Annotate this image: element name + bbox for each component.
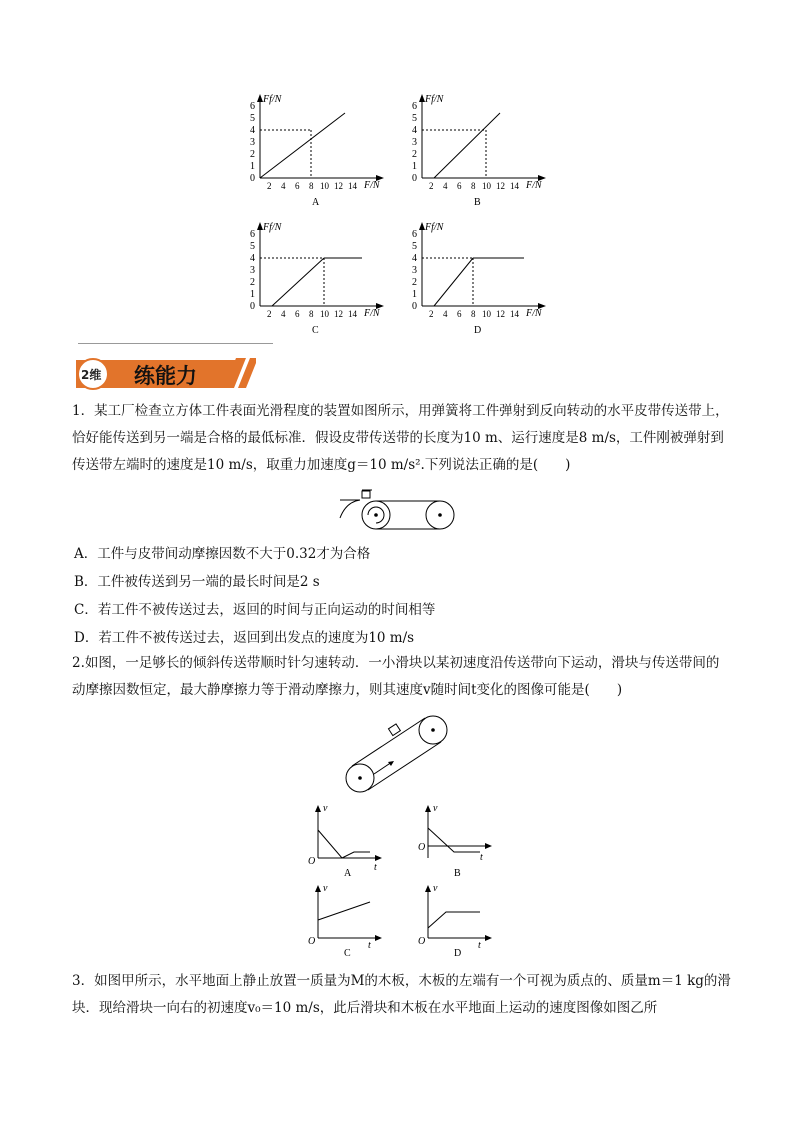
svg-text:8: 8	[309, 181, 314, 191]
question-2-text: 2.如图，一足够长的倾斜传送带顺时针匀速转动．一小滑块以某初速度沿传送带向下运动，滑块与传送带间的动摩擦因数恒定，最大静摩擦力等于滑动摩擦力，则其速度v随时间t变化的图像可能是( )	[72, 655, 720, 698]
force-graph-a	[240, 88, 390, 216]
section-header	[76, 354, 256, 390]
svg-text:8: 8	[471, 309, 476, 319]
graph-label: D	[454, 948, 462, 958]
y-label: Ff/N	[425, 222, 444, 233]
svg-text:6: 6	[295, 309, 300, 319]
svg-text:4: 4	[281, 309, 286, 319]
origin-label: O	[308, 856, 316, 867]
svg-text:14: 14	[510, 181, 519, 191]
svg-text:6: 6	[457, 309, 462, 319]
x-label: F/N	[526, 308, 542, 319]
svg-text:5: 5	[412, 113, 417, 124]
svg-text:0: 0	[412, 301, 417, 312]
origin-label: O	[418, 936, 426, 947]
svg-text:12: 12	[334, 181, 343, 191]
q1-option-b: B．工件被传送到另一端的最长时间是2 s	[74, 574, 320, 590]
q1-option-a: A．工件与皮带间动摩擦因数不大于0.32才为合格	[74, 546, 371, 562]
svg-text:3: 3	[412, 137, 417, 148]
y-label: Ff/N	[263, 222, 282, 233]
svg-text:6: 6	[457, 181, 462, 191]
svg-text:4: 4	[412, 125, 417, 136]
svg-text:4: 4	[412, 253, 417, 264]
svg-text:3: 3	[412, 265, 417, 276]
question-1-text: 1．某工厂检查立方体工件表面光滑程度的装置如图所示，用弹簧将工件弹射到反向转动的水平皮带传送带上，恰好能传送到另一端是合格的最低标准．假设皮带传送带的长度为10 m、运行速度是8 m/s，工件刚被弹射到传送带左端时的速度是10 m/s，取重力加速度g＝10 m/s².下列说法正确的是( )	[72, 403, 729, 473]
section-badge: 2维	[81, 368, 102, 382]
svg-text:6: 6	[295, 181, 300, 191]
axis-t: t	[368, 940, 371, 951]
section-divider	[78, 343, 273, 344]
svg-text:0: 0	[412, 173, 417, 184]
svg-text:12: 12	[496, 309, 505, 319]
svg-text:6: 6	[412, 101, 417, 112]
svg-text:3: 3	[250, 137, 255, 148]
q1-option-d: D．若工件不被传送过去，返回到出发点的速度为10 m/s	[74, 630, 415, 646]
vt-graph-b	[416, 802, 496, 882]
svg-text:4: 4	[281, 181, 286, 191]
svg-text:14: 14	[348, 181, 357, 191]
svg-text:2: 2	[429, 309, 434, 319]
axis-t: t	[374, 862, 377, 873]
svg-text:3: 3	[250, 265, 255, 276]
axis-v: v	[433, 803, 438, 814]
graph-label: A	[312, 197, 320, 208]
svg-text:2: 2	[412, 149, 417, 160]
graph-label: B	[474, 197, 481, 208]
axis-t: t	[480, 852, 483, 863]
y-label: Ff/N	[263, 94, 282, 105]
svg-text:2: 2	[250, 149, 255, 160]
graph-label: B	[454, 868, 461, 878]
x-label: F/N	[364, 308, 380, 319]
axis-v: v	[323, 883, 328, 894]
svg-text:1: 1	[250, 161, 255, 172]
axis-v: v	[433, 883, 438, 894]
svg-text:6: 6	[250, 101, 255, 112]
origin-label: O	[418, 842, 426, 853]
svg-text:5: 5	[412, 241, 417, 252]
svg-text:2: 2	[267, 181, 272, 191]
force-graph-c	[240, 216, 390, 344]
svg-text:10: 10	[482, 181, 491, 191]
svg-text:5: 5	[250, 113, 255, 124]
svg-text:14: 14	[348, 309, 357, 319]
force-graph-d	[402, 216, 552, 344]
graph-label: D	[474, 325, 482, 336]
svg-text:2: 2	[429, 181, 434, 191]
svg-text:0: 0	[250, 301, 255, 312]
svg-text:1: 1	[412, 161, 417, 172]
inclined-belt-figure	[338, 712, 458, 800]
conveyor-belt-figure	[338, 488, 462, 538]
y-label: Ff/N	[425, 94, 444, 105]
graph-label: A	[344, 868, 352, 878]
svg-text:5: 5	[250, 241, 255, 252]
svg-text:4: 4	[443, 181, 448, 191]
svg-text:6: 6	[250, 229, 255, 240]
svg-text:2: 2	[267, 309, 272, 319]
svg-text:2: 2	[250, 277, 255, 288]
svg-text:4: 4	[250, 253, 255, 264]
vt-graph-a	[306, 802, 386, 882]
svg-text:10: 10	[320, 309, 329, 319]
axis-t: t	[478, 940, 481, 951]
svg-text:2: 2	[412, 277, 417, 288]
x-label: F/N	[526, 180, 542, 191]
svg-text:6: 6	[412, 229, 417, 240]
svg-text:4: 4	[443, 309, 448, 319]
origin-label: O	[308, 936, 316, 947]
svg-text:12: 12	[334, 309, 343, 319]
svg-text:12: 12	[496, 181, 505, 191]
vt-graph-c	[306, 882, 386, 962]
graph-label: C	[312, 325, 319, 336]
svg-text:8: 8	[471, 181, 476, 191]
svg-text:14: 14	[510, 309, 519, 319]
svg-text:0: 0	[250, 173, 255, 184]
question-3-text: 3．如图甲所示，水平地面上静止放置一质量为M的木板，木板的左端有一个可视为质点的、质量m＝1 kg的滑块．现给滑块一向右的初速度v₀＝10 m/s，此后滑块和木板在水平地面上运动的速度图像如图乙所	[72, 973, 731, 1016]
svg-text:10: 10	[482, 309, 491, 319]
svg-text:1: 1	[412, 289, 417, 300]
graph-label: C	[344, 948, 351, 958]
q1-option-c: C．若工件不被传送过去，返回的时间与正向运动的时间相等	[74, 602, 436, 618]
x-label: F/N	[364, 180, 380, 191]
axis-v: v	[323, 803, 328, 814]
svg-text:8: 8	[309, 309, 314, 319]
section-title: 练能力	[134, 364, 197, 388]
svg-text:4: 4	[250, 125, 255, 136]
force-graph-b	[402, 88, 552, 216]
vt-graph-d	[416, 882, 496, 962]
svg-text:1: 1	[250, 289, 255, 300]
svg-text:10: 10	[320, 181, 329, 191]
